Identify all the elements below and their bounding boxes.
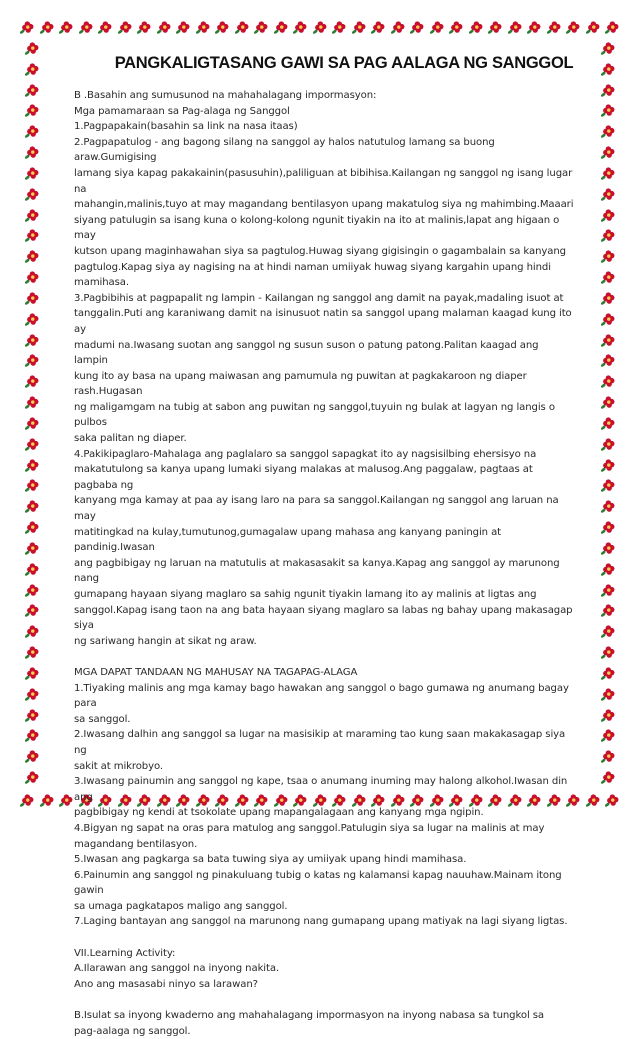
text-line: lamang siya kapag pakakainin(pasusuhin),paliliguan at bibihisa.Kailangan ng sanggol ng isang lugar na: [74, 167, 573, 195]
text-line: VII.Learning Activity:: [74, 947, 176, 959]
text-line: Mga pamamaraan sa Pag-alaga ng Sanggol: [74, 105, 290, 117]
red-flower-icon: [174, 19, 191, 36]
red-flower-icon: [599, 311, 616, 328]
red-flower-icon: [23, 248, 40, 265]
red-flower-icon: [545, 19, 562, 36]
text-line: siyang patulugin sa isang kuna o kolong-kolong ngunit tiyakin na ito at malinis,lapat ang higaan o may: [74, 214, 560, 242]
document-page: [74, 54, 574, 1039]
red-flower-icon: [486, 19, 503, 36]
section-isulat: [74, 1008, 574, 1039]
red-flower-icon: [584, 792, 601, 809]
text-line: sanggol.Kapag isang taon na ang bata hayaan siyang maglaro sa labas ng bahay upang makasagap siya: [74, 604, 573, 632]
text-line: sa sanggol.: [74, 713, 131, 725]
red-flower-icon: [369, 19, 386, 36]
red-flower-icon: [23, 165, 40, 182]
red-flower-icon: [599, 540, 616, 557]
text-line: 2.Iwasang dalhin ang sanggol sa lugar na masisikip at maraming tao kung saan makakasagap siya ng: [74, 729, 566, 756]
red-flower-icon: [599, 82, 616, 99]
red-flower-icon: [584, 19, 601, 36]
red-flower-icon: [599, 144, 616, 161]
text-line: ng maligamgam na tubig at sabon ang puwitan ng sanggol,tuyuin ng bulak at lagyan ng langis o pulbos: [74, 401, 555, 429]
red-flower-icon: [57, 19, 74, 36]
section-mga-dapat-tandaan: [74, 665, 574, 930]
red-flower-icon: [599, 165, 616, 182]
text-line: 3.Iwasang painumin ang sanggol ng kape, tsaa o anumang inuming may halong alkohol.Iwasan din ang: [74, 776, 568, 803]
red-flower-icon: [23, 436, 40, 453]
red-flower-icon: [23, 415, 40, 432]
red-flower-icon: [155, 19, 172, 36]
red-flower-icon: [330, 19, 347, 36]
text-line: pagbibigay ng kendi at tsokolate upang mapangalagaan ang kanyang mga ngipin.: [74, 807, 484, 819]
text-line: 4.Pakikipaglaro-Mahalaga ang paglalaro sa sanggol sapagkat ito ay nagsisilbing ehersisyo na: [74, 448, 537, 460]
red-flower-icon: [135, 19, 152, 36]
red-flower-icon: [23, 123, 40, 140]
text-line: 7.Laging bantayan ang sanggol na marunong nang gumapang upang matiyak na lagi siyang ligtas.: [74, 916, 568, 928]
text-line: A.Ilarawan ang sanggol na inyong nakita.: [74, 963, 280, 975]
red-flower-icon: [23, 373, 40, 390]
text-line: tanggalin.Puti ang karaniwang damit na isinusuot natin sa sanggol upang malaman kaagad kung ito ay: [74, 308, 572, 335]
red-flower-icon: [599, 248, 616, 265]
text-line: 5.Iwasan ang pagkarga sa bata tuwing siya ay umiiyak upang hindi mamihasa.: [74, 854, 467, 866]
red-flower-icon: [96, 19, 113, 36]
red-flower-icon: [23, 186, 40, 203]
decorative-border-left: [20, 40, 42, 786]
red-flower-icon: [252, 19, 269, 36]
red-flower-icon: [599, 686, 616, 703]
text-line: mamihasa.: [74, 277, 129, 289]
red-flower-icon: [599, 769, 616, 786]
text-line: kutson upang maginhawahan siya sa pagtulog.Huwag siyang gigisingin o gagambalain sa kanyang: [74, 245, 566, 257]
red-flower-icon: [599, 207, 616, 224]
red-flower-icon: [599, 102, 616, 119]
red-flower-icon: [599, 290, 616, 307]
red-flower-icon: [599, 373, 616, 390]
red-flower-icon: [23, 311, 40, 328]
red-flower-icon: [272, 19, 289, 36]
red-flower-icon: [23, 82, 40, 99]
red-flower-icon: [599, 123, 616, 140]
red-flower-icon: [599, 352, 616, 369]
red-flower-icon: [525, 19, 542, 36]
red-flower-icon: [194, 19, 211, 36]
red-flower-icon: [428, 19, 445, 36]
red-flower-icon: [23, 582, 40, 599]
red-flower-icon: [603, 19, 620, 36]
red-flower-icon: [23, 498, 40, 515]
red-flower-icon: [599, 227, 616, 244]
text-line: 1.Tiyaking malinis ang mga kamay bago hawakan ang sanggol o bago gumawa ng anumang bagay para: [74, 682, 569, 710]
red-flower-icon: [233, 19, 250, 36]
section-learning-activity: [74, 946, 574, 993]
red-flower-icon: [447, 19, 464, 36]
text-line: 6.Painumin ang sanggol ng pinakuluang tubig o katas ng kalamansi kapag nauuhaw.Mainam itong gawin: [74, 869, 562, 897]
red-flower-icon: [23, 102, 40, 119]
red-flower-icon: [599, 602, 616, 619]
text-line: mahangin,malinis,tuyo at may magandang bentilasyon upang makatulog siya ng mahimbing.Maaari: [74, 199, 574, 211]
decorative-border-right: [596, 40, 618, 786]
red-flower-icon: [23, 519, 40, 536]
text-line: pag-aalaga ng sanggol.: [74, 1025, 191, 1037]
red-flower-icon: [599, 332, 616, 349]
red-flower-icon: [599, 186, 616, 203]
red-flower-icon: [564, 19, 581, 36]
red-flower-icon: [23, 540, 40, 557]
red-flower-icon: [311, 19, 328, 36]
text-line: MGA DAPAT TANDAAN NG MAHUSAY NA TAGAPAG-ALAGA: [74, 666, 358, 678]
red-flower-icon: [23, 40, 40, 57]
red-flower-icon: [23, 665, 40, 682]
red-flower-icon: [599, 582, 616, 599]
red-flower-icon: [18, 19, 35, 36]
red-flower-icon: [389, 19, 406, 36]
red-flower-icon: [23, 269, 40, 286]
text-line: kanyang mga kamay at paa ay isang laro na para sa sanggol.Kailangan ng sanggol ang laruan na may: [74, 495, 559, 523]
text-line: pagtulog.Kapag siya ay nagising na at hindi naman umiiyak huwag siyang kargahin upang hindi: [74, 261, 551, 273]
red-flower-icon: [38, 19, 55, 36]
document-body: [74, 88, 574, 1039]
red-flower-icon: [599, 40, 616, 57]
text-line: B .Basahin ang sumusunod na mahahalagang impormasyon:: [74, 90, 377, 101]
page-title: PANGKALIGTASANG GAWI SA PAG AALAGA NG SANGGOL: [114, 54, 574, 72]
red-flower-icon: [599, 61, 616, 78]
red-flower-icon: [599, 707, 616, 724]
red-flower-icon: [599, 519, 616, 536]
red-flower-icon: [23, 352, 40, 369]
red-flower-icon: [23, 727, 40, 744]
red-flower-icon: [77, 19, 94, 36]
text-line: ang pagbibigay ng laruan na matutulis at makasasakit sa kanya.Kapag ang sanggol ay marunong nang: [74, 557, 560, 585]
text-line: sakit at mikrobyo.: [74, 760, 163, 772]
red-flower-icon: [599, 623, 616, 640]
red-flower-icon: [116, 19, 133, 36]
decorative-border-top: [18, 16, 620, 38]
section-basahin: [74, 88, 574, 649]
text-line: 1.Pagpapakain(basahin sa link na nasa itaas): [74, 121, 298, 133]
red-flower-icon: [603, 792, 620, 809]
red-flower-icon: [23, 290, 40, 307]
red-flower-icon: [23, 144, 40, 161]
text-line: ng sariwang hangin at sikat ng araw.: [74, 635, 257, 647]
red-flower-icon: [599, 477, 616, 494]
red-flower-icon: [599, 644, 616, 661]
red-flower-icon: [599, 436, 616, 453]
text-line: matitingkad na kulay,tumutunog,gumagalaw upang mahasa ang kanyang paningin at pandinig.Iwasan: [74, 526, 502, 554]
red-flower-icon: [23, 477, 40, 494]
text-line: magandang bentilasyon.: [74, 838, 198, 850]
text-line: 3.Pagbibihis at pagpapalit ng lampin - Kailangan ng sanggol ang damit na payak,madaling isuot at: [74, 292, 564, 304]
red-flower-icon: [23, 61, 40, 78]
text-line: makatutulong sa kanya upang lumaki siyang malakas at malusog.Ang paggalaw, pagtaas at pagbaba ng: [74, 464, 533, 491]
red-flower-icon: [291, 19, 308, 36]
red-flower-icon: [23, 686, 40, 703]
red-flower-icon: [599, 727, 616, 744]
red-flower-icon: [599, 561, 616, 578]
red-flower-icon: [23, 457, 40, 474]
red-flower-icon: [23, 748, 40, 765]
red-flower-icon: [18, 792, 35, 809]
red-flower-icon: [23, 207, 40, 224]
text-line: gumapang hayaan siyang maglaro sa sahig ngunit tiyakin lamang ito ay malinis at ligtas ang: [74, 589, 537, 600]
red-flower-icon: [23, 602, 40, 619]
text-line: sa umaga pagkatapos maligo ang sanggol.: [74, 900, 288, 912]
text-line: madumi na.Iwasang suotan ang sanggol ng susun suson o patung patong.Palitan kaagad ang lampin: [74, 339, 539, 367]
red-flower-icon: [467, 19, 484, 36]
red-flower-icon: [23, 623, 40, 640]
red-flower-icon: [23, 394, 40, 411]
red-flower-icon: [599, 665, 616, 682]
red-flower-icon: [23, 769, 40, 786]
red-flower-icon: [23, 332, 40, 349]
red-flower-icon: [599, 415, 616, 432]
text-line: Ano ang masasabi ninyo sa larawan?: [74, 978, 258, 990]
red-flower-icon: [38, 792, 55, 809]
red-flower-icon: [599, 269, 616, 286]
red-flower-icon: [57, 792, 74, 809]
red-flower-icon: [350, 19, 367, 36]
text-line: 2.Pagpapatulog - ang bagong silang na sanggol ay halos natutulog lamang sa buong araw.Gumigising: [74, 136, 495, 164]
red-flower-icon: [23, 644, 40, 661]
text-line: saka palitan ng diaper.: [74, 433, 187, 445]
red-flower-icon: [599, 457, 616, 474]
red-flower-icon: [23, 561, 40, 578]
red-flower-icon: [599, 394, 616, 411]
red-flower-icon: [408, 19, 425, 36]
red-flower-icon: [213, 19, 230, 36]
red-flower-icon: [599, 498, 616, 515]
red-flower-icon: [23, 227, 40, 244]
text-line: kung ito ay basa na upang maiwasan ang pamumula ng puwitan at pagkakaroon ng diaper rash.Hugasan: [74, 370, 527, 398]
red-flower-icon: [23, 707, 40, 724]
text-line: B.Isulat sa inyong kwaderno ang mahahalagang impormasyon na inyong nabasa sa tungkol sa: [74, 1010, 545, 1022]
text-line: 4.Bigyan ng sapat na oras para matulog ang sanggol.Patulugin siya sa lugar na malinis at may: [74, 822, 545, 834]
red-flower-icon: [506, 19, 523, 36]
red-flower-icon: [599, 748, 616, 765]
